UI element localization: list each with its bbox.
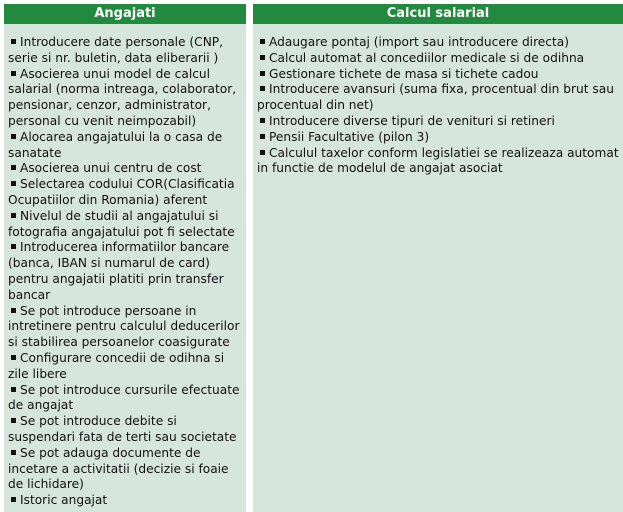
square-bullet-icon <box>260 118 265 123</box>
list-item-text: Asocierea unui model de calcul salarial (norma intreaga, colaborator, pensionar, cenzor, administrator, personal cu venit neimpozabil) <box>8 66 237 128</box>
square-bullet-icon <box>260 71 265 76</box>
list-item <box>257 130 619 146</box>
list-item <box>8 351 242 383</box>
employees-column <box>4 4 246 512</box>
list-item-text: Calcul automat al concediilor medicale si de odihna <box>269 50 585 65</box>
list-item-text: Alocarea angajatului la o casa de sanatate <box>8 129 223 160</box>
list-item-text: Introducerea informatiilor bancare (banca, IBAN si numarul de card) pentru angajatii platiti prin transfer bancar <box>8 240 230 302</box>
square-bullet-icon <box>11 387 16 392</box>
list-item <box>8 383 242 415</box>
square-bullet-icon <box>11 39 16 44</box>
list-item-text: Introducere diverse tipuri de venituri si retineri <box>269 113 555 128</box>
square-bullet-icon <box>260 86 265 91</box>
list-item <box>257 114 619 130</box>
list-item-text: Selectarea codului COR(Clasificatia Ocupatiilor din Romania) aferent <box>8 177 235 207</box>
list-item <box>8 446 242 493</box>
list-item-text: Se pot introduce cursurile efectuate de angajat <box>8 382 240 413</box>
list-item-text: Se pot introduce debite si suspendari fata de terti sau societate <box>8 414 237 444</box>
list-item-text: Istoric angajat <box>20 493 108 508</box>
square-bullet-icon <box>11 244 16 249</box>
list-item <box>8 304 242 351</box>
square-bullet-icon <box>11 134 16 139</box>
list-item <box>8 177 242 209</box>
payroll-header: Calcul salarial <box>253 4 623 24</box>
square-bullet-icon <box>11 165 16 170</box>
square-bullet-icon <box>11 213 16 218</box>
list-item <box>8 35 242 67</box>
employees-list <box>4 24 246 509</box>
list-item <box>8 493 242 509</box>
list-item-text: Pensii Facultative (pilon 3) <box>269 129 430 144</box>
list-item-text: Gestionare tichete de masa si tichete cadou <box>269 66 539 81</box>
square-bullet-icon <box>11 71 16 76</box>
list-item-text: Se pot introduce persoane in intretinere pentru calculul deducerilor si stabilirea persoanelor coasigurate <box>8 303 240 350</box>
square-bullet-icon <box>11 418 16 423</box>
list-item-text: Introducere avansuri (suma fixa, procentual din brut sau procentual din net) <box>257 82 614 113</box>
list-item-text: Calculul taxelor conform legislatiei se realizeaza automat in functie de modelul de angajat asociat <box>257 145 619 176</box>
list-item <box>8 209 242 241</box>
list-item <box>8 161 242 177</box>
square-bullet-icon <box>11 355 16 360</box>
payroll-list <box>253 24 623 177</box>
list-item <box>257 35 619 51</box>
list-item <box>8 130 242 162</box>
list-item-text: Nivelul de studii al angajatului si fotografia angajatului pot fi selectate <box>8 208 235 239</box>
list-item-text: Asocierea unui centru de cost <box>20 161 202 176</box>
employees-header: Angajati <box>4 4 246 24</box>
square-bullet-icon <box>11 308 16 313</box>
list-item <box>257 51 619 67</box>
list-item-text: Adaugare pontaj (import sau introducere directa) <box>269 35 570 49</box>
payroll-column <box>253 4 623 512</box>
list-item <box>257 67 619 83</box>
square-bullet-icon <box>260 55 265 60</box>
list-item-text: Configurare concedii de odihna si zile libere <box>8 350 225 381</box>
square-bullet-icon <box>260 150 265 155</box>
list-item-text: Introducere date personale (CNP, serie si nr. buletin, data eliberarii ) <box>8 35 224 65</box>
list-item <box>8 240 242 303</box>
square-bullet-icon <box>260 134 265 139</box>
square-bullet-icon <box>260 39 265 44</box>
list-item <box>8 67 242 130</box>
square-bullet-icon <box>11 181 16 186</box>
list-item <box>257 146 619 178</box>
list-item <box>8 414 242 446</box>
square-bullet-icon <box>11 450 16 455</box>
list-item-text: Se pot adauga documente de incetare a activitatii (decizie si foaie de lichidare) <box>8 445 229 492</box>
square-bullet-icon <box>11 497 16 502</box>
list-item <box>257 82 619 114</box>
